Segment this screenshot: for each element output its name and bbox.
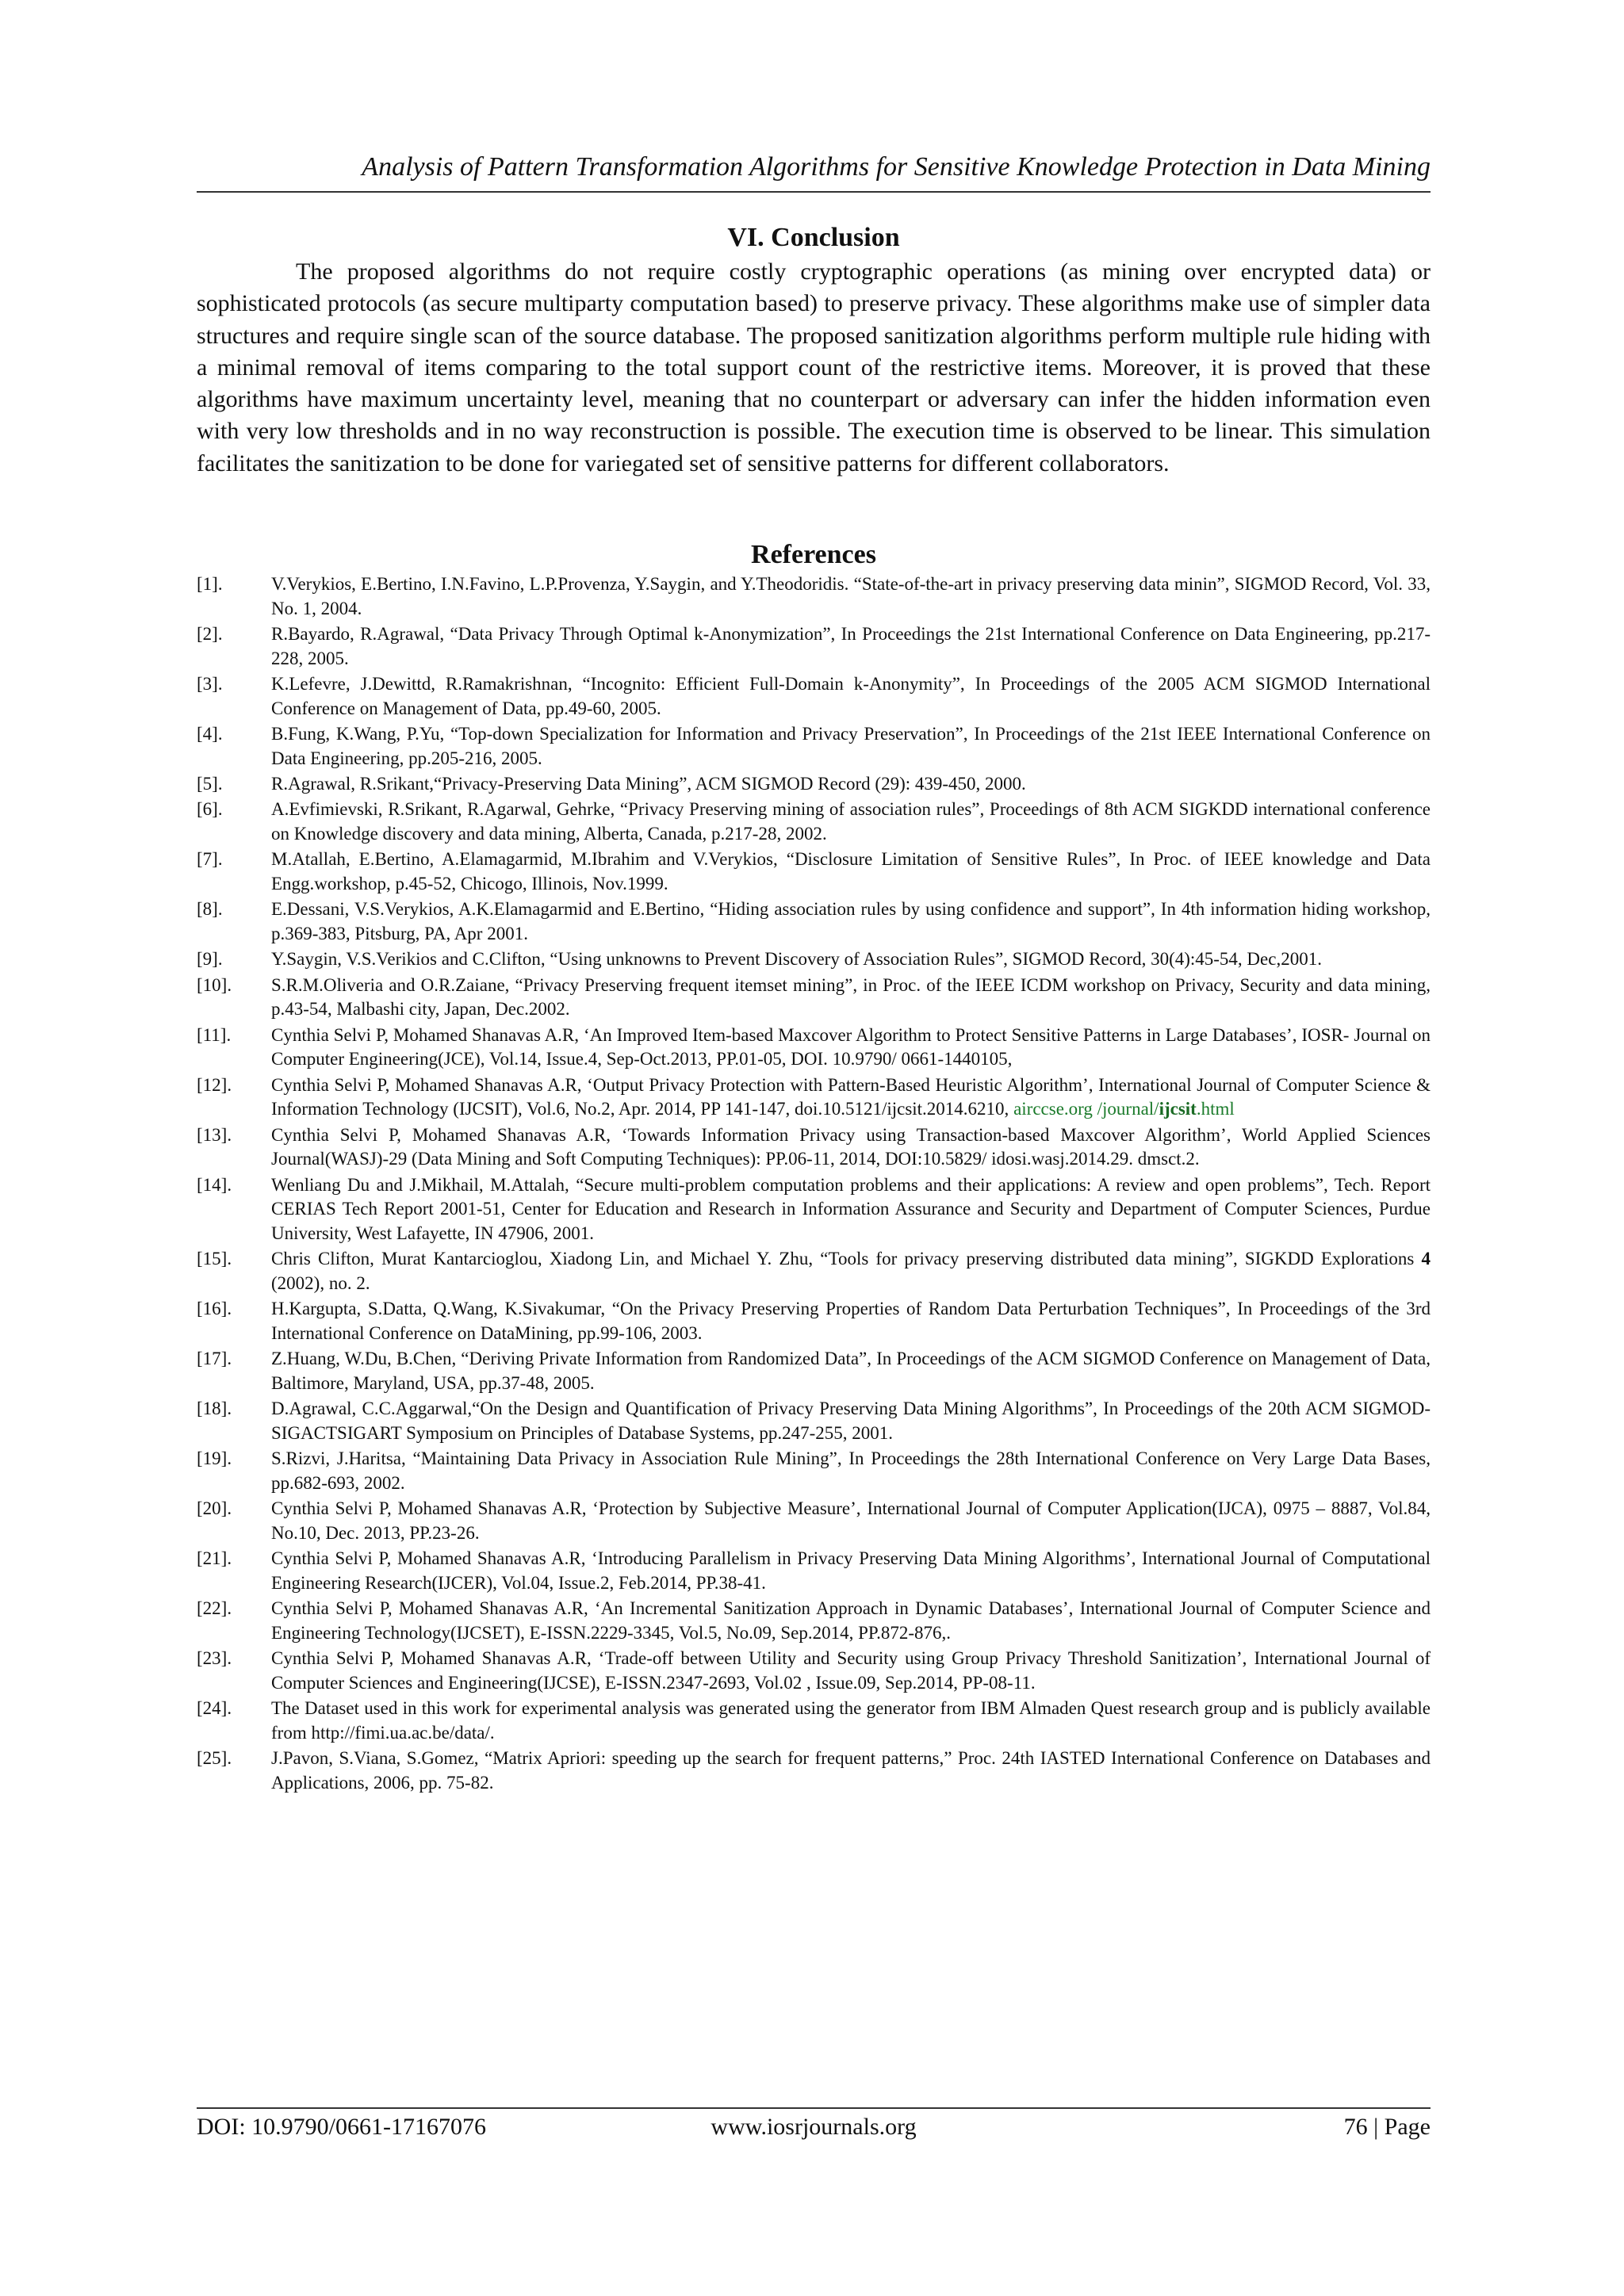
- reference-number: [22].: [197, 1598, 232, 1619]
- reference-link-part: airccse.org /journal/: [1013, 1099, 1159, 1119]
- reference-item: [197, 772, 1431, 797]
- reference-volume-bold: 4: [1421, 1249, 1431, 1269]
- reference-text: A.Evfimievski, R.Srikant, R.Agarwal, Gehrke, “Privacy Preserving mining of association rules”, Proceedings of 8th ACM SIGKDD international conference on Knowledge discovery and data mining, Alberta, Canada, p.217-28, 2002.: [271, 799, 1431, 844]
- header-rule: [197, 191, 1431, 193]
- references-heading: References: [751, 540, 876, 569]
- footer-page-number: 76 | Page: [1343, 2114, 1431, 2140]
- reference-text: [271, 1247, 1431, 1295]
- reference-item: [197, 1547, 1431, 1595]
- reference-number: [13].: [197, 1124, 232, 1145]
- reference-text: H.Kargupta, S.Datta, Q.Wang, K.Sivakumar, “On the Privacy Preserving Properties of Random Data Perturbation Techniques”, In Proceedings of the 3rd International Conference on DataMining, pp.99-106, 2003.: [271, 1299, 1431, 1343]
- reference-number: [14].: [197, 1174, 232, 1195]
- reference-number: [3].: [197, 673, 223, 694]
- reference-text: D.Agrawal, C.C.Aggarwal,“On the Design and Quantification of Privacy Preserving Data Mining Algorithms”, In Proceedings of the 20th ACM SIGMOD-SIGACTSIGART Symposium on Principles of Database Systems, pp.247-255, 2001.: [271, 1399, 1431, 1443]
- reference-item: [197, 1123, 1431, 1172]
- reference-text: E.Dessani, V.S.Verykios, A.K.Elamagarmid and E.Bertino, “Hiding association rules by using confidence and support”, In 4th information hiding workshop, p.369-383, Pitsburg, PA, Apr 2001.: [271, 899, 1431, 943]
- reference-item: [197, 1597, 1431, 1645]
- reference-text: Wenliang Du and J.Mikhail, M.Attalah, “Secure multi-problem computation problems and their applications: A review and open problems”, Tech. Report CERIAS Tech Report 2001-51, Center for Education and Research in Information Assurance and Security and Department of Computer Sciences, Purdue University, West Lafayette, IN 47906, 2001.: [271, 1174, 1431, 1243]
- reference-text: K.Lefevre, J.Dewittd, R.Ramakrishnan, “Incognito: Efficient Full-Domain k-Anonymity”, In Proceedings of the 2005 ACM SIGMOD International Conference on Management of Data, pp.49-60, 2005.: [271, 673, 1431, 718]
- reference-item: [197, 974, 1431, 1022]
- reference-text: R.Bayardo, R.Agrawal, “Data Privacy Through Optimal k-Anonymization”, In Proceedings the 21st International Conference on Data Engineering, pp.217-228, 2005.: [271, 623, 1431, 668]
- reference-item: [197, 1247, 1431, 1295]
- reference-number: [7].: [197, 849, 223, 870]
- reference-number: [12].: [197, 1074, 232, 1095]
- reference-item: [197, 1747, 1431, 1795]
- reference-item: [197, 848, 1431, 896]
- reference-item: [197, 1073, 1431, 1122]
- page-footer: [197, 2112, 1431, 2142]
- reference-number: [19].: [197, 1448, 232, 1469]
- reference-link-bold: ijcsit: [1159, 1099, 1197, 1119]
- reference-text: Cynthia Selvi P, Mohamed Shanavas A.R, ‘An Improved Item-based Maxcover Algorithm to Protect Sensitive Patterns in Large Databases’, IOSR- Journal on Computer Engineering(JCE), Vol.14, Issue.4, Sep-Oct.2013, PP.01-05, DOI. 10.9790/ 0661-1440105,: [271, 1024, 1431, 1070]
- reference-item: [197, 897, 1431, 946]
- reference-number: [15].: [197, 1249, 232, 1269]
- reference-number: [2].: [197, 623, 223, 644]
- reference-item: [197, 1173, 1431, 1246]
- reference-text: S.Rizvi, J.Haritsa, “Maintaining Data Privacy in Association Rule Mining”, In Proceedings the 28th International Conference on Very Large Data Bases, pp.682-693, 2002.: [271, 1448, 1431, 1493]
- reference-number: [5].: [197, 773, 223, 794]
- conclusion-heading: VI. Conclusion: [727, 223, 900, 252]
- reference-number: [25].: [197, 1748, 232, 1769]
- reference-number: [8].: [197, 899, 223, 920]
- reference-text: V.Verykios, E.Bertino, I.N.Favino, L.P.Provenza, Y.Saygin, and Y.Theodoridis. “State-of-the-art in privacy preserving data minin”, SIGMOD Record, Vol. 33, No. 1, 2004.: [271, 574, 1431, 618]
- reference-number: [16].: [197, 1299, 232, 1319]
- reference-item: [197, 622, 1431, 671]
- reference-item: [197, 1647, 1431, 1695]
- reference-number: [23].: [197, 1648, 232, 1669]
- reference-number: [17].: [197, 1349, 232, 1369]
- reference-text-part: Chris Clifton, Murat Kantarcioglou, Xiadong Lin, and Michael Y. Zhu, “Tools for privacy preserving distributed data mining”, SIGKDD Explorations: [271, 1249, 1422, 1269]
- reference-number: [20].: [197, 1498, 232, 1519]
- reference-item: [197, 1447, 1431, 1495]
- reference-text-part: (2002), no. 2.: [271, 1272, 370, 1293]
- reference-item: [197, 722, 1431, 771]
- reference-text: S.R.M.Oliveria and O.R.Zaiane, “Privacy Preserving frequent itemset mining”, in Proc. of the IEEE ICDM workshop on Privacy, Security and data mining, p.43-54, Malbashi city, Japan, Dec.2002.: [271, 974, 1431, 1020]
- reference-number: [9].: [197, 949, 223, 970]
- reference-item: [197, 798, 1431, 846]
- reference-item: [197, 1024, 1431, 1072]
- reference-text: The Dataset used in this work for experimental analysis was generated using the generator from IBM Almaden Quest research group and is publicly available from http://fimi.ua.ac.be/data/.: [271, 1698, 1431, 1743]
- reference-link-part: .html: [1196, 1099, 1235, 1119]
- reference-number: [1].: [197, 574, 223, 594]
- reference-text: Cynthia Selvi P, Mohamed Shanavas A.R, ‘Protection by Subjective Measure’, International Journal of Computer Application(IJCA), 0975 – 8887, Vol.84, No.10, Dec. 2013, PP.23-26.: [271, 1498, 1431, 1543]
- conclusion-paragraph: The proposed algorithms do not require costly cryptographic operations (as mining over encrypted data) or sophisticated protocols (as secure multiparty computation based) to preserve privacy. These algorithms make use of simpler data structures and require single scan of the source database. The proposed sanitization algorithms perform multiple rule hiding with a minimal removal of items comparing to the total support count of the restrictive items. Moreover, it is proved that these algorithms have maximum uncertainty level, meaning that no counterpart or adversary can infer the hidden information even with very low thresholds and in no way reconstruction is possible. The execution time is observed to be linear. This simulation facilitates the sanitization to be done for variegated set of sensitive patterns for different collaborators.: [197, 258, 1431, 476]
- reference-item: [197, 1397, 1431, 1445]
- reference-number: [11].: [197, 1024, 232, 1045]
- reference-text: R.Agrawal, R.Srikant,“Privacy-Preserving Data Mining”, ACM SIGMOD Record (29): 439-450, 2000.: [271, 773, 1026, 794]
- reference-text: Cynthia Selvi P, Mohamed Shanavas A.R, ‘Introducing Parallelism in Privacy Preserving Data Mining Algorithms’, International Journal of Computational Engineering Research(IJCER), Vol.04, Issue.2, Feb.2014, PP.38-41.: [271, 1548, 1431, 1593]
- reference-number: [4].: [197, 723, 223, 744]
- reference-number: [21].: [197, 1548, 232, 1569]
- reference-number: [6].: [197, 799, 223, 820]
- reference-text: B.Fung, K.Wang, P.Yu, “Top-down Specialization for Information and Privacy Preservation”, In Proceedings of the 21st IEEE International Conference on Data Engineering, pp.205-216, 2005.: [271, 723, 1431, 768]
- reference-item: [197, 672, 1431, 721]
- footer-rule: [197, 2107, 1431, 2109]
- reference-text: Cynthia Selvi P, Mohamed Shanavas A.R, ‘Trade-off between Utility and Security using Group Privacy Threshold Sanitization’, International Journal of Computer Sciences and Engineering(IJCSE), E-ISSN.2347-2693, Vol.02 , Issue.09, Sep.2014, PP-08-11.: [271, 1648, 1431, 1693]
- reference-text: [271, 1073, 1431, 1122]
- footer-doi: DOI: 10.9790/0661-17167076: [197, 2114, 486, 2140]
- reference-text: Y.Saygin, V.S.Verikios and C.Clifton, “Using unknowns to Prevent Discovery of Association Rules”, SIGMOD Record, 30(4):45-54, Dec,2001.: [271, 949, 1322, 970]
- reference-number: [24].: [197, 1698, 232, 1719]
- reference-text: Cynthia Selvi P, Mohamed Shanavas A.R, ‘Towards Information Privacy using Transaction-based Maxcover Algorithm’, World Applied Sciences Journal(WASJ)-29 (Data Mining and Soft Computing Techniques): PP.06-11, 2014, DOI:10.5829/ idosi.wasj.2014.29. dmsct.2.: [271, 1124, 1431, 1169]
- reference-item: [197, 572, 1431, 621]
- reference-item: [197, 947, 1431, 972]
- reference-number: [10].: [197, 974, 232, 995]
- reference-number: [18].: [197, 1399, 232, 1419]
- reference-link[interactable]: [1013, 1099, 1235, 1119]
- reference-item: [197, 1497, 1431, 1545]
- footer-website[interactable]: www.iosrjournals.org: [710, 2114, 917, 2140]
- reference-text: Cynthia Selvi P, Mohamed Shanavas A.R, ‘An Incremental Sanitization Approach in Dynamic Databases’, International Journal of Computer Science and Engineering Technology(IJCSET), E-ISSN.2229-3345, Vol.5, No.09, Sep.2014, PP.872-876,.: [271, 1598, 1431, 1643]
- reference-item: [197, 1347, 1431, 1395]
- reference-text: Z.Huang, W.Du, B.Chen, “Deriving Private Information from Randomized Data”, In Proceedings of the ACM SIGMOD Conference on Management of Data, Baltimore, Maryland, USA, pp.37-48, 2005.: [271, 1349, 1431, 1393]
- reference-list: [197, 572, 1431, 1797]
- reference-text: M.Atallah, E.Bertino, A.Elamagarmid, M.Ibrahim and V.Verykios, “Disclosure Limitation of Sensitive Rules”, In Proc. of IEEE knowledge and Data Engg.workshop, p.45-52, Chicogo, Illinois, Nov.1999.: [271, 849, 1431, 894]
- running-title: Analysis of Pattern Transformation Algorithms for Sensitive Knowledge Protection in Data Mining: [362, 152, 1431, 182]
- reference-item: [197, 1697, 1431, 1745]
- reference-item: [197, 1297, 1431, 1345]
- reference-text-part: Cynthia Selvi P, Mohamed Shanavas A.R, ‘Output Privacy Protection with Pattern-Based Heuristic Algorithm’, International Journal of Computer Science & Information Technology (IJCSIT), Vol.6, No.2, Apr. 2014, PP 141-147, doi.10.5121/ijcsit.2014.6210,: [271, 1074, 1431, 1119]
- reference-text: J.Pavon, S.Viana, S.Gomez, “Matrix Apriori: speeding up the search for frequent patterns,” Proc. 24th IASTED International Conference on Databases and Applications, 2006, pp. 75-82.: [271, 1748, 1431, 1793]
